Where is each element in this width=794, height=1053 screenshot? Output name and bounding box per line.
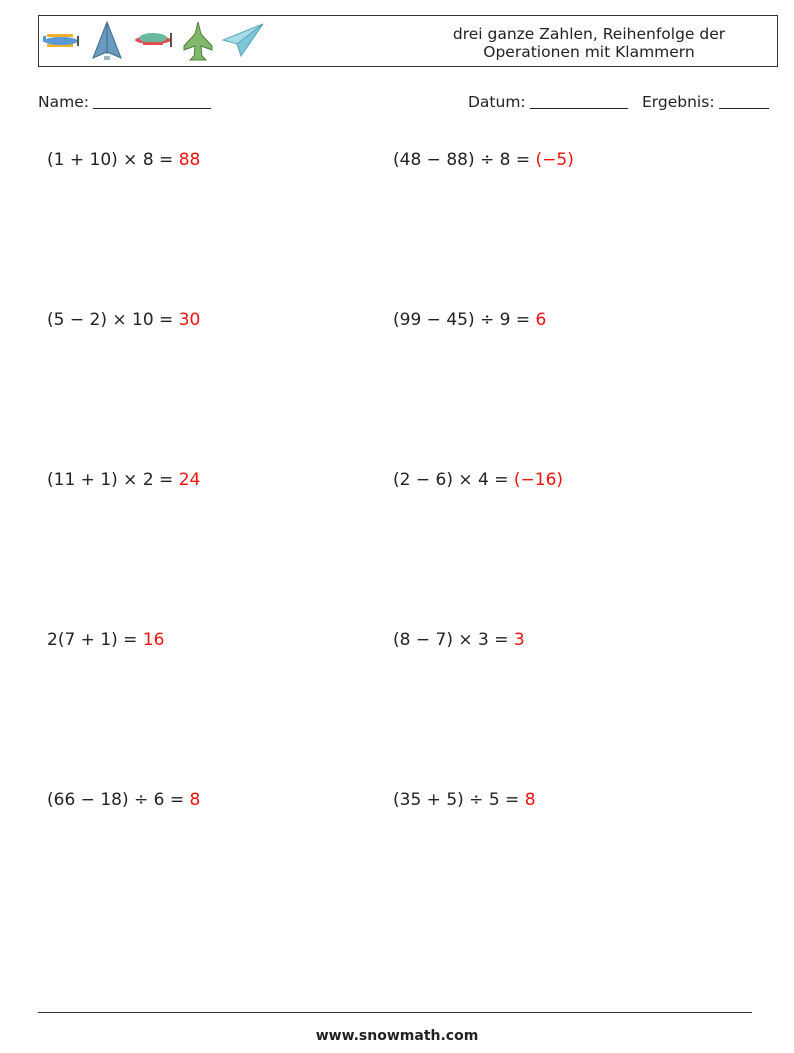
problem-4 xyxy=(393,310,546,330)
problem-expression: (35 + 5) ÷ 5 = xyxy=(393,790,520,810)
jet-fighter-icon xyxy=(181,20,215,64)
problem-answer: 30 xyxy=(178,310,201,330)
date-label: Datum: xyxy=(468,93,526,111)
problem-10 xyxy=(393,790,536,810)
problem-expression: (8 − 7) × 3 = xyxy=(393,630,509,650)
problem-expression: (5 − 2) × 10 = xyxy=(47,310,174,330)
problem-expression: (1 + 10) × 8 = xyxy=(47,150,174,170)
date-blank[interactable] xyxy=(530,93,628,109)
problem-5 xyxy=(47,470,200,490)
problem-expression: (2 − 6) × 4 = xyxy=(393,470,509,490)
paper-plane-icon xyxy=(221,20,265,60)
problem-2 xyxy=(393,150,574,170)
name-field xyxy=(38,93,211,111)
problem-expression: (11 + 1) × 2 = xyxy=(47,470,174,490)
problem-9 xyxy=(47,790,200,810)
name-label: Name: xyxy=(38,93,89,111)
result-label: Ergebnis: xyxy=(642,93,715,111)
propeller-plane-icon xyxy=(131,20,175,60)
problem-answer: 3 xyxy=(513,630,525,650)
problem-3 xyxy=(47,310,200,330)
rocket-icon xyxy=(89,20,125,64)
problem-expression: 2(7 + 1) = xyxy=(47,630,138,650)
problem-expression: (48 − 88) ÷ 8 = xyxy=(393,150,531,170)
problem-answer: 8 xyxy=(189,790,201,810)
worksheet-title xyxy=(419,25,759,61)
title-line-2: Operationen mit Klammern xyxy=(483,43,695,61)
problem-answer: 8 xyxy=(524,790,536,810)
problem-answer: 24 xyxy=(178,470,201,490)
result-field xyxy=(642,93,769,111)
problem-answer: (−16) xyxy=(513,470,564,490)
name-blank[interactable] xyxy=(93,93,211,109)
footer-divider xyxy=(38,1012,752,1013)
problem-answer: 6 xyxy=(535,310,547,330)
worksheet-header xyxy=(38,15,778,67)
problem-7 xyxy=(47,630,164,650)
date-field xyxy=(468,93,628,111)
footer-url: www.snowmath.com xyxy=(315,1028,479,1044)
problem-1 xyxy=(47,150,200,170)
title-line-1: drei ganze Zahlen, Reihenfolge der xyxy=(452,25,726,43)
result-blank[interactable] xyxy=(719,93,769,109)
problem-answer: 16 xyxy=(142,630,165,650)
problem-expression: (66 − 18) ÷ 6 = xyxy=(47,790,185,810)
biplane-icon xyxy=(41,20,83,62)
problem-answer: 88 xyxy=(178,150,201,170)
problem-6 xyxy=(393,470,563,490)
problem-answer: (−5) xyxy=(535,150,574,170)
problem-8 xyxy=(393,630,525,650)
problem-expression: (99 − 45) ÷ 9 = xyxy=(393,310,531,330)
